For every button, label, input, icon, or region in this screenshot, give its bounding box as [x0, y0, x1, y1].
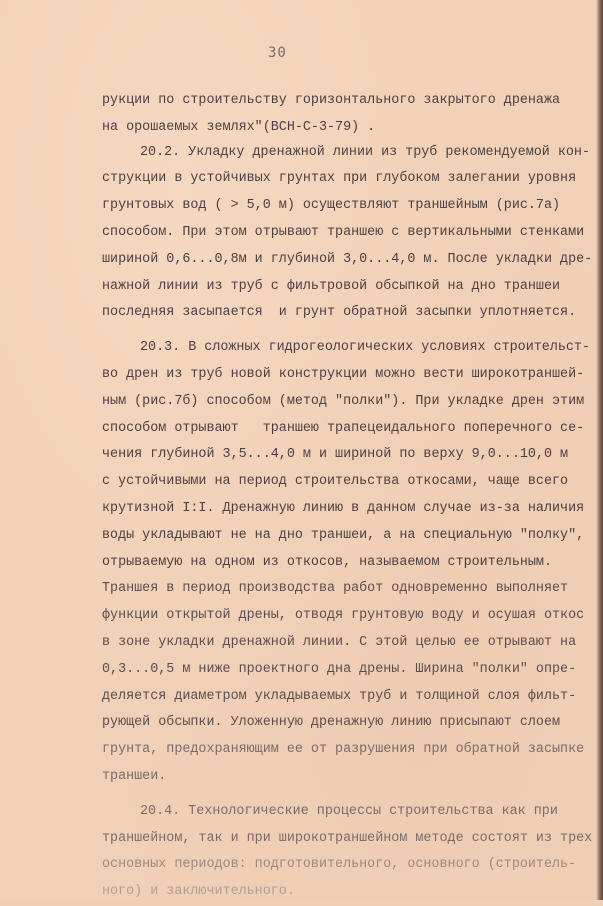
- section-heading-line: 20.4. Технологические процессы строительства как при: [140, 803, 558, 819]
- text-line: струкции в устойчивых грунтах при глубоком залегании уровня: [102, 171, 577, 187]
- text-line: 0,3...0,5 м ниже проектного дна дрены. Ширина "полки" опре-: [102, 661, 577, 677]
- section-heading-line: 20.2. Укладку дренажной линии из труб рекомендуемой кон-: [140, 144, 590, 160]
- text-line: в зоне укладки дренажной линии. С этой целью ее отрывают на: [102, 634, 577, 650]
- text-line: рующей обсыпки. Уложенную дренажную линию присыпают слоем: [102, 715, 561, 731]
- text-line: деляется диаметром укладываемых труб и толщиной слоя фильт-: [102, 688, 577, 704]
- paragraph-section-20-4: [102, 799, 593, 906]
- text-line: на орошаемых землях"(ВСН-С-3-79) .: [102, 119, 376, 135]
- page-edge-shadow: [596, 0, 603, 900]
- paragraph-gap: [102, 791, 572, 799]
- paragraph-gap: [102, 327, 572, 335]
- text-line: способом. При этом отрывают траншею с вертикальными стенками: [102, 224, 585, 240]
- text-line: способом отрывают траншею трапецеидального поперечного се-: [102, 420, 585, 436]
- text-line: ным (рис.7б) способом (метод "полки"). При укладке дрен этим: [102, 393, 585, 409]
- text-line: чения глубиной 3,5...4,0 м и шириной по верху 9,0...10,0 м: [102, 447, 569, 463]
- text-line: крутизной I:I. Дренажную линию в данном случае из-за наличия: [102, 500, 585, 516]
- text-line: с устойчивыми на период строительства откосами, чаще всего: [102, 474, 569, 490]
- text-line: последняя засыпается и грунт обратной засыпки уплотняется.: [102, 305, 577, 321]
- text-line: шириной 0,6...0,8м и глубиной 3,0...4,0 м. После укладки дре-: [102, 251, 593, 267]
- text-line: ного) и заключительного.: [102, 884, 295, 900]
- document-body: [102, 88, 593, 906]
- text-line: грунта, предохраняющим ее от разрушения при обратной засыпке: [102, 742, 585, 758]
- text-line: основных периодов: подготовительного, основного (строитель-: [102, 857, 577, 873]
- section-heading-line: 20.3. В сложных гидрогеологических условиях строительст-: [140, 340, 590, 356]
- text-line: Траншея в период производства работ одновременно выполняет: [102, 581, 569, 597]
- text-line: воды укладывают не на дно траншеи, а на специальную "полку",: [102, 527, 585, 543]
- text-line: рукции по строительству горизонтального закрытого дренажа: [102, 93, 561, 108]
- text-line: траншейном, так и при широкотраншейном методе состоят из трех: [102, 830, 593, 846]
- text-line: нажной линии из труб с фильтровой обсыпкой на дно траншеи: [102, 278, 561, 294]
- paragraph-intro-continuation: [102, 88, 572, 142]
- text-line: во дрен из труб новой конструкции можно вести широкотраншей-: [102, 366, 585, 382]
- text-line: траншеи.: [102, 768, 167, 784]
- paragraph-section-20-2: [102, 140, 593, 328]
- text-line: отрываемую на одном из откосов, называемом строительным.: [102, 554, 552, 570]
- text-line: функции открытой дрены, отводя грунтовую воду и осушая откос: [102, 608, 585, 624]
- page-number: 30: [268, 45, 287, 61]
- text-line: грунтовых вод ( > 5,0 м) осуществляют траншейным (рис.7а): [102, 198, 561, 214]
- paragraph-section-20-3: [102, 335, 590, 791]
